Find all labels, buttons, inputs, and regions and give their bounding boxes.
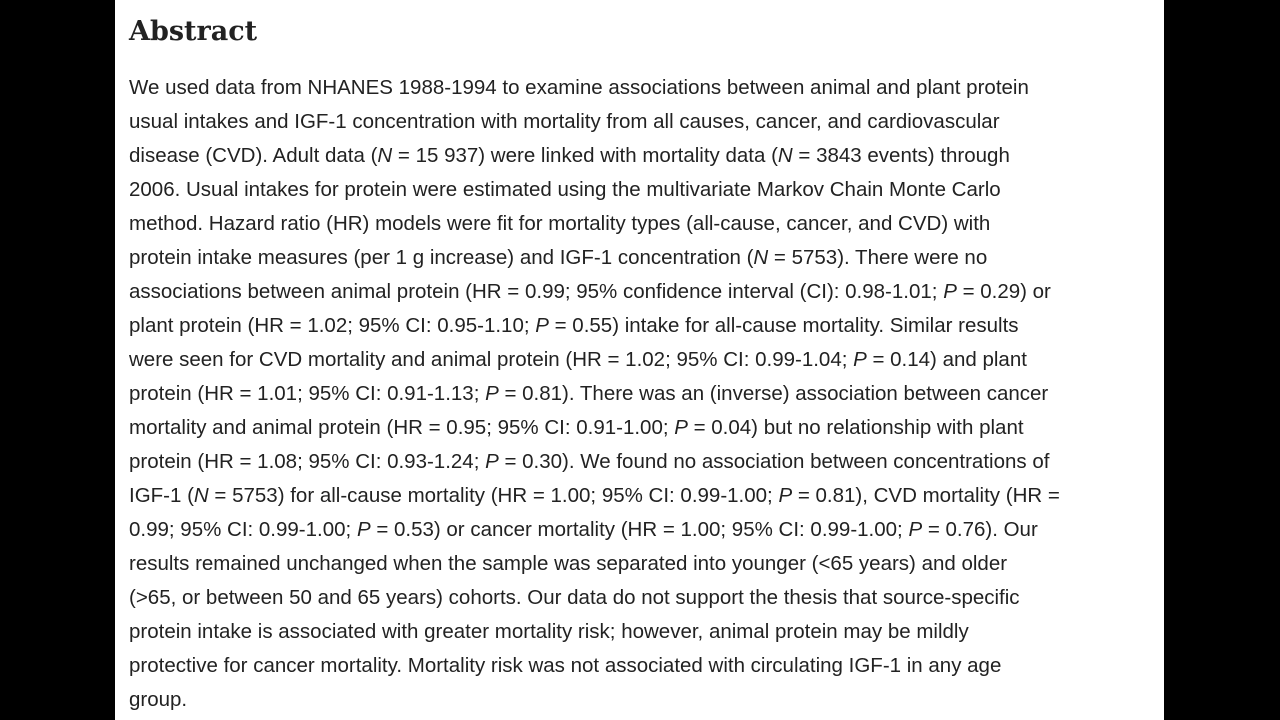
abstract-line: protective for cancer mortality. Mortality risk was not associated with circulating IGF-1 in any age [129, 654, 1002, 677]
article-page [115, 0, 1164, 720]
abstract-line: results remained unchanged when the sample was separated into younger (<65 years) and older [129, 552, 1008, 575]
abstract-line: 2006. Usual intakes for protein were estimated using the multivariate Markov Chain Monte Carlo [129, 178, 1001, 201]
abstract-line: plant protein (HR = 1.02; 95% CI: 0.95-1.10; P = 0.55) intake for all-cause mortality. Similar results [129, 314, 1019, 337]
abstract-line: protein intake measures (per 1 g increase) and IGF-1 concentration (N = 5753). There were no [129, 246, 988, 269]
abstract-line: protein intake is associated with greater mortality risk; however, animal protein may be mildly [129, 620, 969, 643]
abstract-line: IGF-1 (N = 5753) for all-cause mortality (HR = 1.00; 95% CI: 0.99-1.00; P = 0.81), CVD mortality (HR = [129, 484, 1060, 507]
abstract-line: method. Hazard ratio (HR) models were fit for mortality types (all-cause, cancer, and CVD) with [129, 212, 991, 235]
abstract-line: protein (HR = 1.08; 95% CI: 0.93-1.24; P = 0.30). We found no association between concentrations of [129, 450, 1050, 473]
abstract-line: We used data from NHANES 1988-1994 to examine associations between animal and plant protein [129, 76, 1029, 99]
abstract-line: protein (HR = 1.01; 95% CI: 0.91-1.13; P = 0.81). There was an (inverse) association between cancer [129, 382, 1049, 405]
abstract-line: were seen for CVD mortality and animal protein (HR = 1.02; 95% CI: 0.99-1.04; P = 0.14) and plant [129, 348, 1027, 371]
abstract-line: usual intakes and IGF-1 concentration with mortality from all causes, cancer, and cardiovascular [129, 110, 1000, 133]
abstract-line: associations between animal protein (HR = 0.99; 95% confidence interval (CI): 0.98-1.01; P = 0.29) or [129, 280, 1051, 303]
abstract-line: 0.99; 95% CI: 0.99-1.00; P = 0.53) or cancer mortality (HR = 1.00; 95% CI: 0.99-1.00; P = 0.76). Our [129, 518, 1038, 541]
abstract-line: (>65, or between 50 and 65 years) cohorts. Our data do not support the thesis that source-specific [129, 586, 1020, 609]
abstract-heading: Abstract [129, 16, 258, 47]
abstract-line: group. [129, 688, 188, 711]
abstract-line: mortality and animal protein (HR = 0.95; 95% CI: 0.91-1.00; P = 0.04) but no relationship with plant [129, 416, 1024, 439]
abstract-text [129, 71, 1139, 717]
abstract-line: disease (CVD). Adult data (N = 15 937) were linked with mortality data (N = 3843 events) through [129, 144, 1010, 167]
